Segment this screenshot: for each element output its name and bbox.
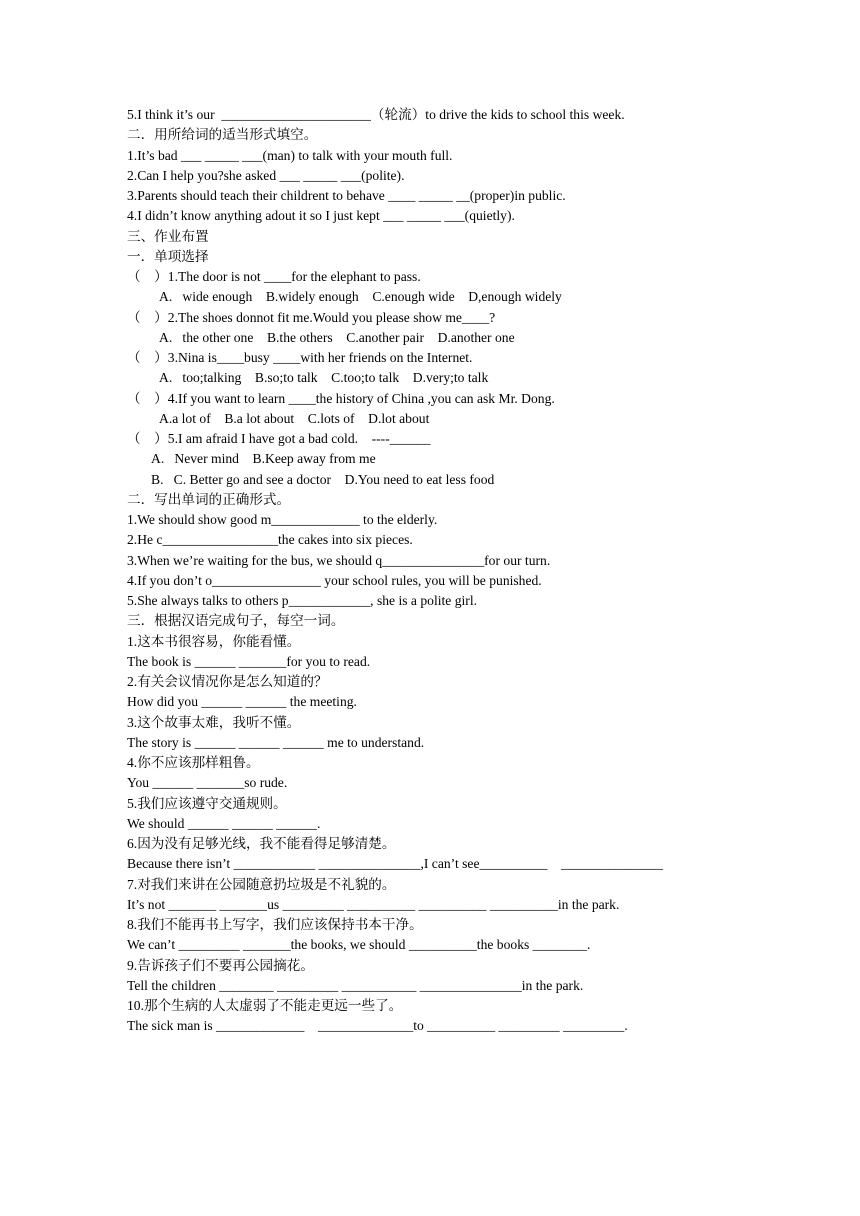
text-line: B. C. Better go and see a doctor D.You need to eat less food <box>151 471 495 487</box>
text-line: The story is ______ ______ ______ me to understand. <box>127 734 425 750</box>
text-line: 三．根据汉语完成句子，每空一词。 <box>127 613 345 629</box>
text-line: Because there isn’t ____________ _______________,I can’t see__________ _______________ <box>127 856 664 872</box>
worksheet-page <box>127 105 727 1037</box>
text-line: （ ）5.I am afraid I have got a bad cold. ----______ <box>127 431 431 446</box>
text-line: 1.It’s bad ___ _____ ___(man) to talk with your mouth full. <box>127 147 453 163</box>
text-line: You ______ _______so rude. <box>127 775 288 791</box>
text-line: 4.你不应该那样粗鲁。 <box>127 755 260 770</box>
text-line: A. the other one B.the others C.another pair D.another one <box>159 329 515 345</box>
text-line: 1.We should show good m_____________ to the elderly. <box>127 512 438 527</box>
text-line: The book is ______ _______for you to read. <box>127 653 371 669</box>
text-line: It’s not _______ _______us _________ __________ __________ __________in the park. <box>127 896 620 912</box>
text-line: 三、作业布置 <box>127 228 209 244</box>
text-line: 10.那个生病的人太虚弱了不能走更远一些了。 <box>127 998 403 1013</box>
text-line: A.a lot of B.a lot about C.lots of D.lot about <box>159 410 430 426</box>
text-line: 一．单项选择 <box>127 248 209 264</box>
text-line: （ ）2.The shoes donnot fit me.Would you please show me____? <box>127 309 496 325</box>
text-line: A. wide enough B.widely enough C.enough wide D,enough widely <box>159 289 562 305</box>
text-line: 5.I think it’s our ______________________（轮流）to drive the kids to school this week. <box>127 107 625 122</box>
text-line: 4.I didn’t know anything adout it so I just kept ___ _____ ___(quietly). <box>127 208 515 224</box>
text-line: 2.有关会议情况你是怎么知道的？ <box>127 674 328 689</box>
text-line: How did you ______ ______ the meeting. <box>127 694 357 710</box>
text-line: 7.对我们来讲在公园随意扔垃圾是不礼貌的。 <box>127 876 396 892</box>
text-line: We should ______ ______ ______. <box>127 815 321 831</box>
text-line: 3.When we’re waiting for the bus, we should q_______________for our turn. <box>127 552 551 568</box>
text-line: 2.Can I help you?she asked ___ _____ ___(polite). <box>127 167 405 183</box>
text-line: 3.这个故事太难，我听不懂。 <box>127 714 301 730</box>
text-line: A. Never mind B.Keep away from me <box>151 451 376 467</box>
text-line: Tell the children ________ _________ ___________ _______________in the park. <box>127 977 584 993</box>
text-line: 5.She always talks to others p____________, she is a polite girl. <box>127 593 477 608</box>
text-line: （ ）1.The door is not ____for the elephant to pass. <box>127 269 421 284</box>
text-line: 3.Parents should teach their childrent to behave ____ _____ __(proper)in public. <box>127 188 566 203</box>
text-line: 1.这本书很容易，你能看懂。 <box>127 633 301 649</box>
text-line: 二．用所给词的适当形式填空。 <box>127 127 318 143</box>
text-line: 8.我们不能再书上写字，我们应该保持书本干净。 <box>127 917 423 932</box>
text-line: A. too;talking B.so;to talk C.too;to talk D.very;to talk <box>159 370 489 386</box>
text-line: 5.我们应该遵守交通规则。 <box>127 795 287 811</box>
text-line: （ ）4.If you want to learn ____the history of China ,you can ask Mr. Dong. <box>127 390 555 406</box>
text-line: 4.If you don’t o________________ your school rules, you will be punished. <box>127 572 542 588</box>
text-line: We can’t _________ _______the books, we should __________the books ________. <box>127 937 591 953</box>
text-line: 2.He c_________________the cakes into six pieces. <box>127 532 413 548</box>
text-line: （ ）3.Nina is____busy ____with her friends on the Internet. <box>127 350 473 365</box>
text-line: The sick man is _____________ ______________to __________ _________ _________. <box>127 1018 628 1034</box>
text-line: 9.告诉孩子们不要再公园摘花。 <box>127 957 314 973</box>
text-line: 6.因为没有足够光线，我不能看得足够清楚。 <box>127 836 396 851</box>
text-line: 二．写出单词的正确形式。 <box>127 491 291 507</box>
